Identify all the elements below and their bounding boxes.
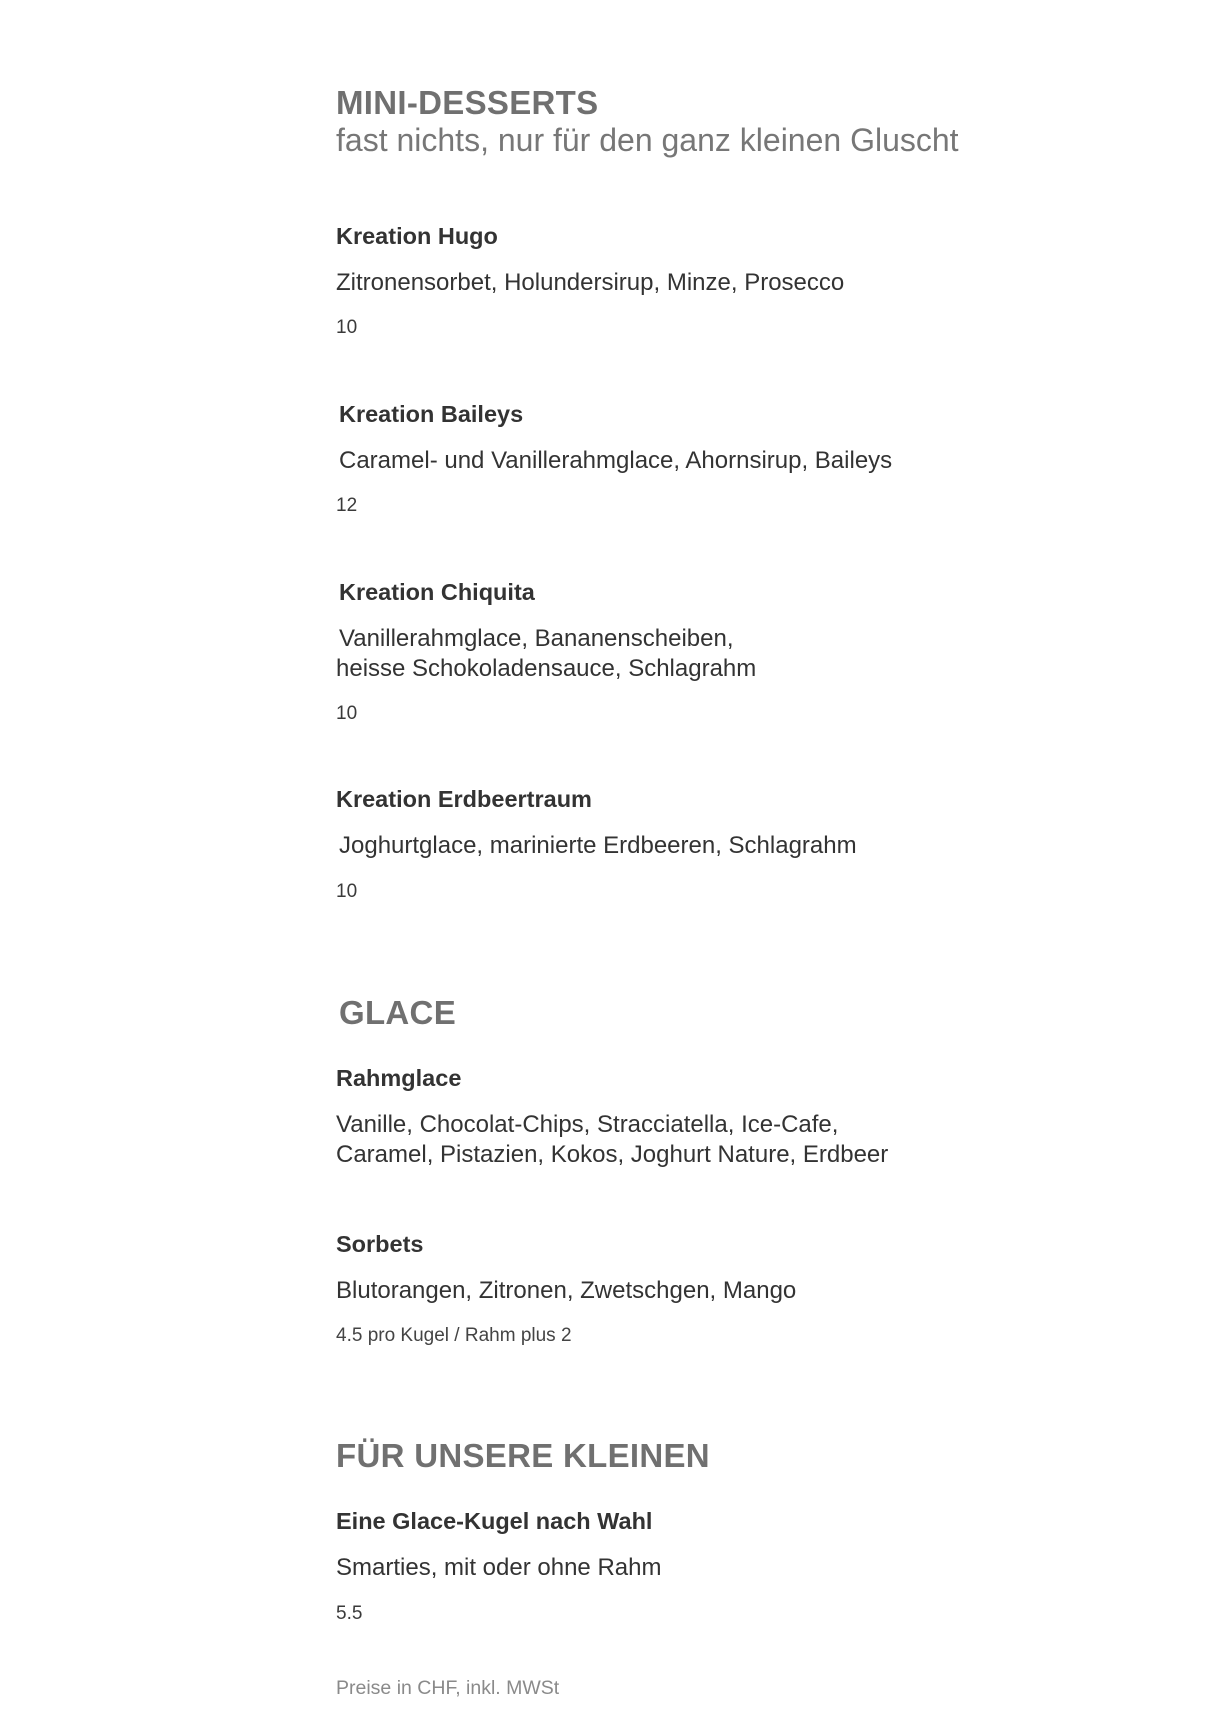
item-name-sorbets: Sorbets <box>336 1231 424 1257</box>
item-description-baileys: Caramel- und Vanillerahmglace, Ahornsirup, Baileys <box>339 447 893 474</box>
item-name-glace-kugel: Eine Glace-Kugel nach Wahl <box>336 1508 653 1534</box>
item-price-baileys: 12 <box>336 495 358 516</box>
section-title-glace: GLACE <box>339 994 456 1031</box>
item-name-rahmglace: Rahmglace <box>336 1065 462 1091</box>
item-description-glace-kugel: Smarties, mit oder ohne Rahm <box>336 1554 662 1581</box>
item-description-chiquita-line1: Vanillerahmglace, Bananenscheiben, <box>339 625 734 652</box>
item-price-glace-kugel: 5.5 <box>336 1603 363 1624</box>
section-title-kids: FÜR UNSERE KLEINEN <box>336 1437 710 1474</box>
item-name-erdbeertraum: Kreation Erdbeertraum <box>336 786 592 812</box>
section-subtitle-mini-desserts: fast nichts, nur für den ganz kleinen Gluscht <box>336 122 959 158</box>
price-note-glace: 4.5 pro Kugel / Rahm plus 2 <box>336 1325 572 1346</box>
item-description-sorbets: Blutorangen, Zitronen, Zwetschgen, Mango <box>336 1277 797 1304</box>
item-price-hugo: 10 <box>336 317 358 338</box>
item-name-chiquita: Kreation Chiquita <box>339 579 535 605</box>
item-description-rahmglace-line1: Vanille, Chocolat-Chips, Stracciatella, Ice-Cafe, <box>336 1111 839 1138</box>
footer-price-note: Preise in CHF, inkl. MWSt <box>336 1677 560 1699</box>
item-description-erdbeertraum: Joghurtglace, marinierte Erdbeeren, Schlagrahm <box>339 832 857 859</box>
item-description-hugo: Zitronensorbet, Holundersirup, Minze, Prosecco <box>336 269 845 296</box>
item-description-rahmglace-line2: Caramel, Pistazien, Kokos, Joghurt Nature, Erdbeer <box>336 1141 889 1168</box>
section-title-mini-desserts: MINI-DESSERTS <box>336 84 599 121</box>
item-description-chiquita-line2: heisse Schokoladensauce, Schlagrahm <box>336 655 757 682</box>
item-price-erdbeertraum: 10 <box>336 881 358 902</box>
item-name-hugo: Kreation Hugo <box>336 223 498 249</box>
item-price-chiquita: 10 <box>336 703 358 724</box>
item-name-baileys: Kreation Baileys <box>339 401 524 427</box>
